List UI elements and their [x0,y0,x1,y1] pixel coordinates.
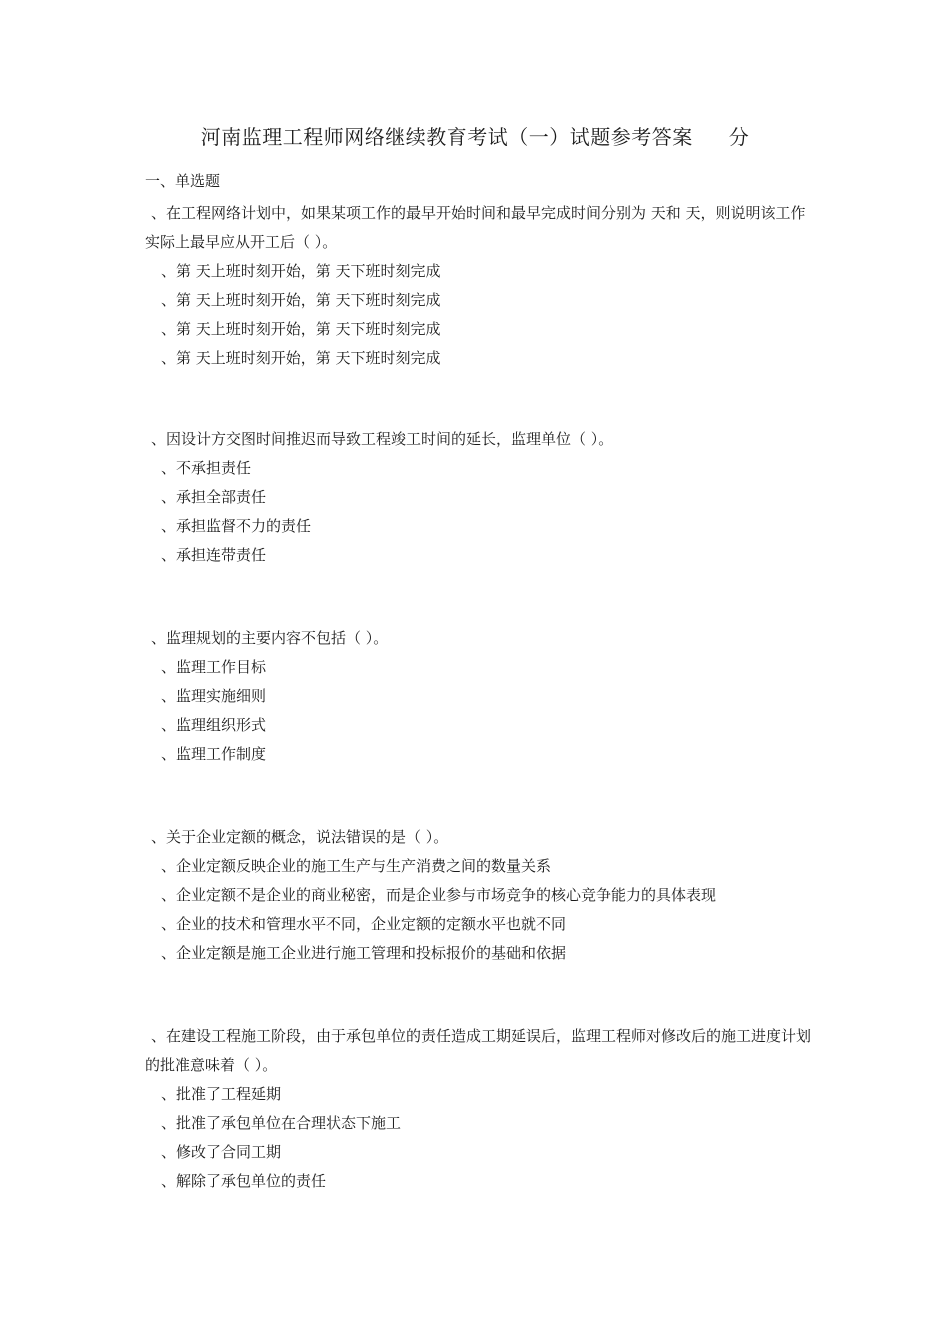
option-c[interactable]: 、监理组织形式 [161,716,267,734]
option-d[interactable]: 、解除了承包单位的责任 [161,1172,327,1190]
question-stem: 、关于企业定额的概念，说法错误的是（ ）。 [151,828,449,846]
section-heading: 一、单选题 [145,172,221,190]
option-a[interactable]: 、批准了工程延期 [161,1085,282,1103]
question-4 [145,823,815,968]
question-1 [145,199,815,373]
option-d[interactable]: 、承担连带责任 [161,546,267,564]
title-text: 河南监理工程师网络继续教育考试（一）试题参考答案 [200,125,693,149]
option-list [145,1080,815,1196]
option-d[interactable]: 、监理工作制度 [161,745,267,763]
question-stem-text: 、在工程网络计划中，如果某项工作的最早开始时间和最早完成时间分别为 天和 天，则说明该工作实际上最早应从开工后（ ）。 [145,204,806,251]
question-5 [145,1022,815,1196]
option-b[interactable]: 、监理实施细则 [161,687,267,705]
question-stem: 、监理规划的主要内容不包括（ ）。 [151,629,389,647]
question-stem: 、因设计方交图时间推迟而导致工程竣工时间的延长，监理单位（ ）。 [151,430,614,448]
question-stem [145,199,815,257]
option-list [145,454,815,570]
option-c[interactable]: 、修改了合同工期 [161,1143,282,1161]
option-list [145,852,815,968]
document-title [0,123,950,151]
option-c[interactable]: 、承担监督不力的责任 [161,517,312,535]
option-d[interactable]: 、企业定额是施工企业进行施工管理和投标报价的基础和依据 [161,944,567,962]
question-stem-text: 、在建设工程施工阶段，由于承包单位的责任造成工期延误后，监理工程师对修改后的施工进度计划的批准意味着（ ）。 [145,1027,812,1074]
title-suffix: 分 [728,125,750,149]
option-a[interactable]: 、不承担责任 [161,459,252,477]
question-stem [145,1022,815,1080]
option-list [145,257,815,373]
option-c[interactable]: 、第 天上班时刻开始，第 天下班时刻完成 [161,320,441,338]
option-b[interactable]: 、第 天上班时刻开始，第 天下班时刻完成 [161,291,441,309]
option-c[interactable]: 、企业的技术和管理水平不同，企业定额的定额水平也就不同 [161,915,567,933]
option-list [145,653,815,769]
question-3 [145,624,815,769]
question-2 [145,425,815,570]
option-a[interactable]: 、第 天上班时刻开始，第 天下班时刻完成 [161,262,441,280]
option-b[interactable]: 、批准了承包单位在合理状态下施工 [161,1114,402,1132]
option-a[interactable]: 、企业定额反映企业的施工生产与生产消费之间的数量关系 [161,857,552,875]
option-b[interactable]: 、承担全部责任 [161,488,267,506]
option-b[interactable]: 、企业定额不是企业的商业秘密，而是企业参与市场竞争的核心竞争能力的具体表现 [161,886,717,904]
option-a[interactable]: 、监理工作目标 [161,658,267,676]
option-d[interactable]: 、第 天上班时刻开始，第 天下班时刻完成 [161,349,441,367]
